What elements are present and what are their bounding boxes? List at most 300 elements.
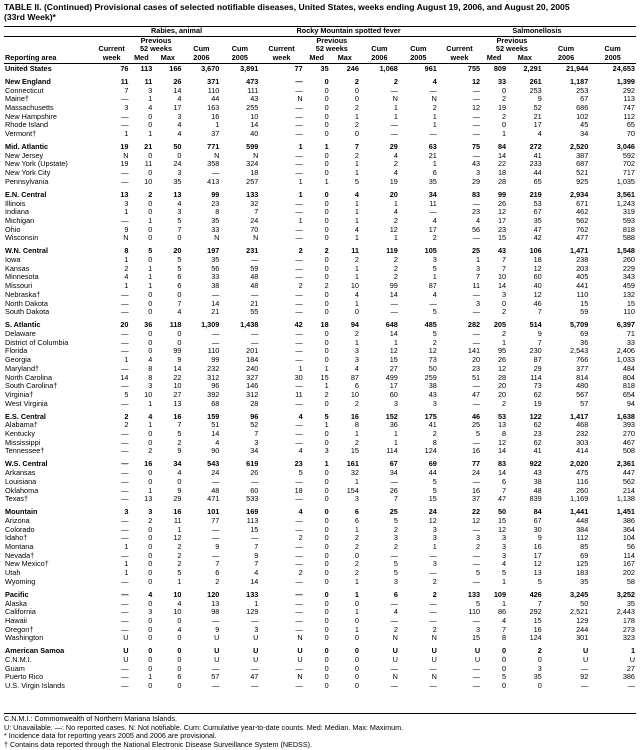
- value-cell: 17: [533, 121, 542, 130]
- value-cell: 2: [298, 534, 303, 543]
- value-cell: 1: [298, 189, 303, 199]
- value-cell: 11: [144, 160, 153, 169]
- value-cell: 116: [576, 477, 589, 486]
- value-cell: —: [212, 290, 220, 299]
- value-cell: —: [295, 121, 303, 130]
- value-cell: 141: [467, 347, 481, 356]
- value-cell: 961: [424, 63, 437, 73]
- value-cell: 2: [177, 560, 182, 569]
- value-cell: 8: [148, 364, 153, 373]
- value-cell: 4: [354, 225, 359, 234]
- value-cell: —: [429, 608, 437, 617]
- value-cell: 2: [393, 543, 398, 552]
- value-cell: N: [392, 95, 398, 104]
- value-cell: 48: [250, 273, 259, 282]
- header-52-weeks: 52 weeks: [139, 45, 173, 54]
- table-row: [4, 291, 636, 300]
- table-row: [4, 665, 636, 674]
- value-cell: 447: [622, 469, 635, 478]
- value-cell: 2: [354, 534, 359, 543]
- value-cell: 1: [354, 273, 359, 282]
- value-cell: 1: [354, 208, 359, 217]
- value-cell: U: [431, 646, 437, 656]
- value-cell: 122: [529, 411, 542, 421]
- value-cell: 85: [580, 543, 589, 552]
- value-cell: 201: [246, 347, 259, 356]
- value-cell: 1: [354, 477, 359, 486]
- value-cell: 384: [576, 525, 589, 534]
- value-cell: —: [295, 199, 303, 208]
- table-row: [4, 382, 636, 391]
- value-cell: —: [121, 525, 129, 534]
- value-cell: 22: [497, 160, 507, 169]
- value-cell: 15: [533, 616, 542, 625]
- value-cell: —: [121, 290, 129, 299]
- value-cell: 1: [476, 256, 481, 265]
- value-cell: 60: [250, 486, 259, 495]
- value-cell: 90: [211, 447, 220, 456]
- value-cell: 922: [529, 459, 542, 469]
- table-row: [4, 578, 636, 587]
- value-cell: 1: [432, 121, 437, 130]
- value-cell: 52: [250, 421, 259, 430]
- value-cell: 0: [324, 103, 329, 112]
- value-cell: 20: [120, 320, 129, 330]
- table-row: [4, 243, 636, 256]
- reporting-area-cell: New Mexico†: [5, 560, 49, 569]
- value-cell: —: [295, 495, 303, 504]
- value-cell: —: [121, 682, 129, 691]
- value-cell: 69: [580, 329, 589, 338]
- value-cell: 14: [173, 86, 182, 95]
- value-cell: 272: [529, 142, 542, 152]
- value-cell: 166: [169, 63, 182, 73]
- value-cell: U: [431, 656, 437, 665]
- reporting-area-cell: Nebraska†: [5, 290, 41, 299]
- value-cell: 3: [177, 169, 182, 178]
- value-cell: 448: [576, 516, 589, 525]
- value-cell: N: [431, 634, 437, 643]
- value-cell: 2,520: [570, 142, 589, 152]
- value-cell: 11: [173, 516, 182, 525]
- value-cell: 47: [250, 673, 259, 682]
- value-cell: —: [121, 308, 129, 317]
- value-cell: —: [295, 577, 303, 586]
- value-cell: 386: [622, 516, 635, 525]
- value-cell: 0: [177, 656, 182, 665]
- header-week: week: [438, 54, 481, 63]
- value-cell: 3: [537, 664, 542, 673]
- value-cell: 57: [580, 399, 589, 408]
- value-cell: —: [212, 616, 220, 625]
- value-cell: 96: [211, 382, 220, 391]
- value-cell: —: [472, 130, 481, 139]
- value-cell: 73: [533, 382, 542, 391]
- value-cell: —: [295, 356, 303, 365]
- group-rabies-animal: Rabies, animal: [94, 27, 260, 37]
- value-cell: 7: [502, 264, 507, 273]
- table-row: [4, 517, 636, 526]
- value-cell: 0: [324, 634, 329, 643]
- value-cell: 1: [148, 273, 153, 282]
- value-cell: 13: [173, 399, 182, 408]
- reporting-area-cell: E.N. Central: [5, 189, 47, 199]
- header-2005: 2005: [589, 54, 636, 63]
- value-cell: 14: [497, 447, 507, 456]
- header-2006: 2006: [360, 54, 399, 63]
- value-cell: 44: [428, 469, 437, 478]
- value-cell: 0: [324, 216, 329, 225]
- value-cell: 6: [393, 589, 398, 599]
- value-cell: 562: [576, 216, 589, 225]
- value-cell: 6: [502, 477, 507, 486]
- value-cell: 214: [622, 486, 635, 495]
- value-cell: 1: [432, 543, 437, 552]
- value-cell: —: [295, 438, 303, 447]
- reporting-area-cell: S. Atlantic: [5, 320, 41, 330]
- value-cell: —: [390, 86, 398, 95]
- value-cell: 44: [533, 169, 542, 178]
- reporting-area-cell: New England: [5, 76, 51, 86]
- value-cell: 270: [622, 430, 635, 439]
- table-row: [4, 456, 636, 469]
- value-cell: 717: [622, 169, 635, 178]
- value-cell: 7: [124, 86, 129, 95]
- value-cell: 0: [148, 599, 153, 608]
- value-cell: 43: [250, 95, 259, 104]
- value-cell: —: [472, 199, 481, 208]
- value-cell: 9: [177, 447, 182, 456]
- value-cell: 7: [177, 421, 182, 430]
- value-cell: 113: [246, 516, 259, 525]
- value-cell: N: [431, 673, 437, 682]
- value-cell: 0: [148, 525, 153, 534]
- value-cell: —: [121, 121, 129, 130]
- value-cell: 233: [529, 160, 542, 169]
- value-cell: 43: [428, 390, 437, 399]
- value-cell: 1: [354, 577, 359, 586]
- footnote-nedss: † Contains data reported through the National Electronic Disease Surveillance System (NEDSS).: [4, 739, 313, 749]
- value-cell: 1: [124, 569, 129, 578]
- value-cell: 1,638: [616, 411, 635, 421]
- value-cell: 2: [324, 282, 329, 291]
- value-cell: 114: [386, 447, 398, 456]
- value-cell: 2: [432, 625, 437, 634]
- value-cell: N: [297, 673, 303, 682]
- value-cell: 593: [622, 216, 635, 225]
- value-cell: 0: [354, 634, 359, 643]
- reporting-area-cell: W.N. Central: [5, 246, 48, 256]
- value-cell: 112: [623, 112, 635, 121]
- value-cell: 818: [622, 225, 635, 234]
- value-cell: 1,441: [570, 507, 589, 517]
- value-cell: 106: [529, 246, 542, 256]
- value-cell: 1: [177, 525, 182, 534]
- reporting-area-cell: West Virginia: [5, 399, 48, 408]
- value-cell: 52: [533, 103, 542, 112]
- value-cell: 0: [537, 682, 542, 691]
- value-cell: 0: [148, 543, 153, 552]
- value-cell: 132: [622, 290, 635, 299]
- value-cell: —: [295, 130, 303, 139]
- value-cell: 7: [393, 495, 398, 504]
- value-cell: 3: [148, 86, 153, 95]
- value-cell: —: [121, 469, 129, 478]
- value-cell: 386: [622, 673, 635, 682]
- value-cell: 3: [148, 382, 153, 391]
- value-cell: 28: [497, 177, 507, 186]
- value-cell: 129: [246, 608, 259, 617]
- value-cell: 7: [254, 208, 259, 217]
- value-cell: 1,169: [570, 495, 589, 504]
- value-cell: 0: [324, 199, 329, 208]
- value-cell: 37: [211, 130, 220, 139]
- value-cell: 1: [630, 646, 635, 656]
- value-cell: 10: [173, 589, 182, 599]
- reporting-area-cell: Louisiana: [5, 477, 37, 486]
- reporting-area-cell: Wisconsin: [5, 234, 39, 243]
- value-cell: U: [297, 646, 303, 656]
- value-cell: 38: [533, 477, 542, 486]
- value-cell: 2: [148, 516, 153, 525]
- value-cell: 6: [177, 273, 182, 282]
- value-cell: 51: [471, 373, 481, 382]
- value-cell: 59: [580, 308, 589, 317]
- value-cell: N: [253, 151, 259, 160]
- value-cell: 1: [148, 264, 153, 273]
- value-cell: 0: [324, 430, 329, 439]
- value-cell: 10: [173, 608, 182, 617]
- value-cell: U: [392, 646, 398, 656]
- value-cell: —: [295, 430, 303, 439]
- value-cell: 4: [177, 130, 182, 139]
- table-row: [4, 356, 636, 365]
- value-cell: 161: [346, 459, 359, 469]
- value-cell: 0: [324, 86, 329, 95]
- value-cell: U: [123, 646, 129, 656]
- value-cell: —: [429, 664, 437, 673]
- value-cell: 2: [298, 282, 303, 291]
- value-cell: 3: [254, 625, 259, 634]
- value-cell: —: [390, 599, 398, 608]
- value-cell: 0: [324, 656, 329, 665]
- value-cell: 1: [502, 338, 507, 347]
- value-cell: 34: [580, 130, 589, 139]
- table-row: [4, 617, 636, 626]
- value-cell: 62: [533, 421, 542, 430]
- value-cell: 4: [393, 169, 398, 178]
- value-cell: —: [472, 308, 481, 317]
- header-med: Med: [481, 54, 507, 63]
- value-cell: 1,035: [616, 177, 635, 186]
- value-cell: 2: [298, 569, 303, 578]
- value-cell: 95: [497, 347, 507, 356]
- value-cell: 5: [502, 673, 507, 682]
- value-cell: 592: [622, 151, 635, 160]
- value-cell: 2: [354, 399, 359, 408]
- value-cell: 96: [250, 411, 259, 421]
- value-cell: —: [580, 682, 589, 691]
- value-cell: 83: [497, 459, 507, 469]
- value-cell: 292: [622, 86, 635, 95]
- value-cell: 35: [211, 216, 220, 225]
- value-cell: 0: [148, 577, 153, 586]
- value-cell: 23: [471, 208, 481, 217]
- value-cell: 34: [173, 459, 182, 469]
- value-cell: 129: [576, 616, 589, 625]
- value-cell: 1: [324, 382, 329, 391]
- header-current: Current: [98, 45, 125, 54]
- value-cell: 2: [537, 646, 542, 656]
- value-cell: 2: [354, 560, 359, 569]
- value-cell: 0: [148, 225, 153, 234]
- table-row: [4, 439, 636, 448]
- value-cell: 0: [324, 589, 329, 599]
- value-cell: 43: [471, 160, 481, 169]
- value-cell: 0: [324, 130, 329, 139]
- value-cell: 1: [393, 430, 398, 439]
- value-cell: 34: [389, 469, 398, 478]
- value-cell: 6: [432, 169, 437, 178]
- value-cell: 24: [428, 507, 437, 517]
- value-cell: —: [121, 399, 129, 408]
- value-cell: 20: [389, 189, 398, 199]
- value-cell: 2: [354, 151, 359, 160]
- value-cell: 1: [148, 399, 153, 408]
- value-cell: 16: [173, 411, 182, 421]
- value-cell: 0: [324, 151, 329, 160]
- value-cell: —: [295, 551, 303, 560]
- value-cell: —: [295, 225, 303, 234]
- value-cell: 0: [324, 76, 329, 86]
- value-cell: 260: [576, 486, 589, 495]
- value-cell: 1: [298, 177, 303, 186]
- table-title: [4, 2, 636, 22]
- value-cell: 414: [576, 447, 589, 456]
- value-cell: 21: [533, 112, 542, 121]
- value-cell: 13: [211, 599, 220, 608]
- value-cell: 38: [428, 382, 437, 391]
- value-cell: 1: [324, 142, 329, 152]
- value-cell: 70: [250, 225, 259, 234]
- value-cell: 4: [215, 438, 220, 447]
- value-cell: —: [121, 177, 129, 186]
- value-cell: 8: [354, 421, 359, 430]
- value-cell: —: [295, 169, 303, 178]
- value-cell: 0: [148, 569, 153, 578]
- value-cell: 3: [432, 256, 437, 265]
- value-cell: 15: [580, 299, 589, 308]
- value-cell: 2: [432, 589, 437, 599]
- value-cell: —: [295, 525, 303, 534]
- value-cell: —: [121, 459, 129, 469]
- value-cell: 36: [144, 320, 153, 330]
- value-cell: 484: [622, 364, 635, 373]
- reporting-area-cell: Minnesota: [5, 273, 39, 282]
- value-cell: 32: [250, 199, 259, 208]
- value-cell: 1: [298, 216, 303, 225]
- value-cell: 51: [211, 421, 220, 430]
- reporting-area-cell: Mississippi: [5, 438, 41, 447]
- value-cell: —: [429, 616, 437, 625]
- value-cell: —: [472, 151, 481, 160]
- value-cell: —: [295, 382, 303, 391]
- value-cell: 15: [497, 516, 507, 525]
- value-cell: 0: [148, 616, 153, 625]
- value-cell: 92: [580, 673, 589, 682]
- value-cell: 2: [124, 411, 129, 421]
- value-cell: 7: [537, 308, 542, 317]
- value-cell: 648: [385, 320, 398, 330]
- value-cell: —: [212, 551, 220, 560]
- value-cell: 15: [389, 356, 398, 365]
- value-cell: 2: [124, 421, 129, 430]
- value-cell: 5: [177, 569, 182, 578]
- value-cell: 5: [476, 599, 481, 608]
- value-cell: 120: [207, 589, 220, 599]
- value-cell: U: [214, 634, 220, 643]
- value-cell: 29: [471, 177, 481, 186]
- value-cell: 514: [529, 320, 542, 330]
- value-cell: 2,521: [570, 608, 589, 617]
- value-cell: 0: [324, 551, 329, 560]
- value-cell: 0: [324, 516, 329, 525]
- value-cell: 0: [502, 299, 507, 308]
- value-cell: 0: [324, 347, 329, 356]
- header-cum: Cum: [371, 45, 388, 54]
- value-cell: 7: [537, 599, 542, 608]
- value-cell: 7: [254, 430, 259, 439]
- value-cell: 4: [298, 447, 303, 456]
- value-cell: 2: [502, 329, 507, 338]
- reporting-area-cell: Oklahoma: [5, 486, 39, 495]
- header-cum: Cum: [231, 45, 248, 54]
- value-cell: 2: [476, 543, 481, 552]
- value-cell: 40: [250, 130, 259, 139]
- value-cell: 387: [576, 151, 589, 160]
- value-cell: 0: [502, 682, 507, 691]
- value-cell: 26: [497, 356, 507, 365]
- value-cell: 0: [148, 347, 153, 356]
- value-cell: 232: [207, 364, 220, 373]
- value-cell: 0: [324, 338, 329, 347]
- value-cell: 17: [173, 103, 182, 112]
- reporting-area-cell: Guam: [5, 664, 25, 673]
- value-cell: 3: [393, 577, 398, 586]
- value-cell: 12: [428, 347, 437, 356]
- value-cell: —: [472, 112, 481, 121]
- value-cell: 20: [497, 382, 507, 391]
- value-cell: —: [580, 664, 589, 673]
- value-cell: —: [121, 216, 129, 225]
- value-cell: 0: [324, 560, 329, 569]
- value-cell: 3: [476, 169, 481, 178]
- value-cell: 9: [124, 225, 129, 234]
- value-cell: 459: [622, 282, 635, 291]
- value-cell: 11: [429, 199, 437, 208]
- value-cell: 87: [350, 373, 359, 382]
- value-cell: —: [121, 169, 129, 178]
- value-cell: 0: [324, 273, 329, 282]
- value-cell: 0: [148, 169, 153, 178]
- value-cell: 0: [148, 477, 153, 486]
- value-cell: 178: [622, 616, 635, 625]
- value-cell: 47: [533, 225, 542, 234]
- value-cell: 1: [432, 273, 437, 282]
- value-cell: 521: [576, 169, 589, 178]
- value-cell: —: [295, 625, 303, 634]
- value-cell: —: [390, 551, 398, 560]
